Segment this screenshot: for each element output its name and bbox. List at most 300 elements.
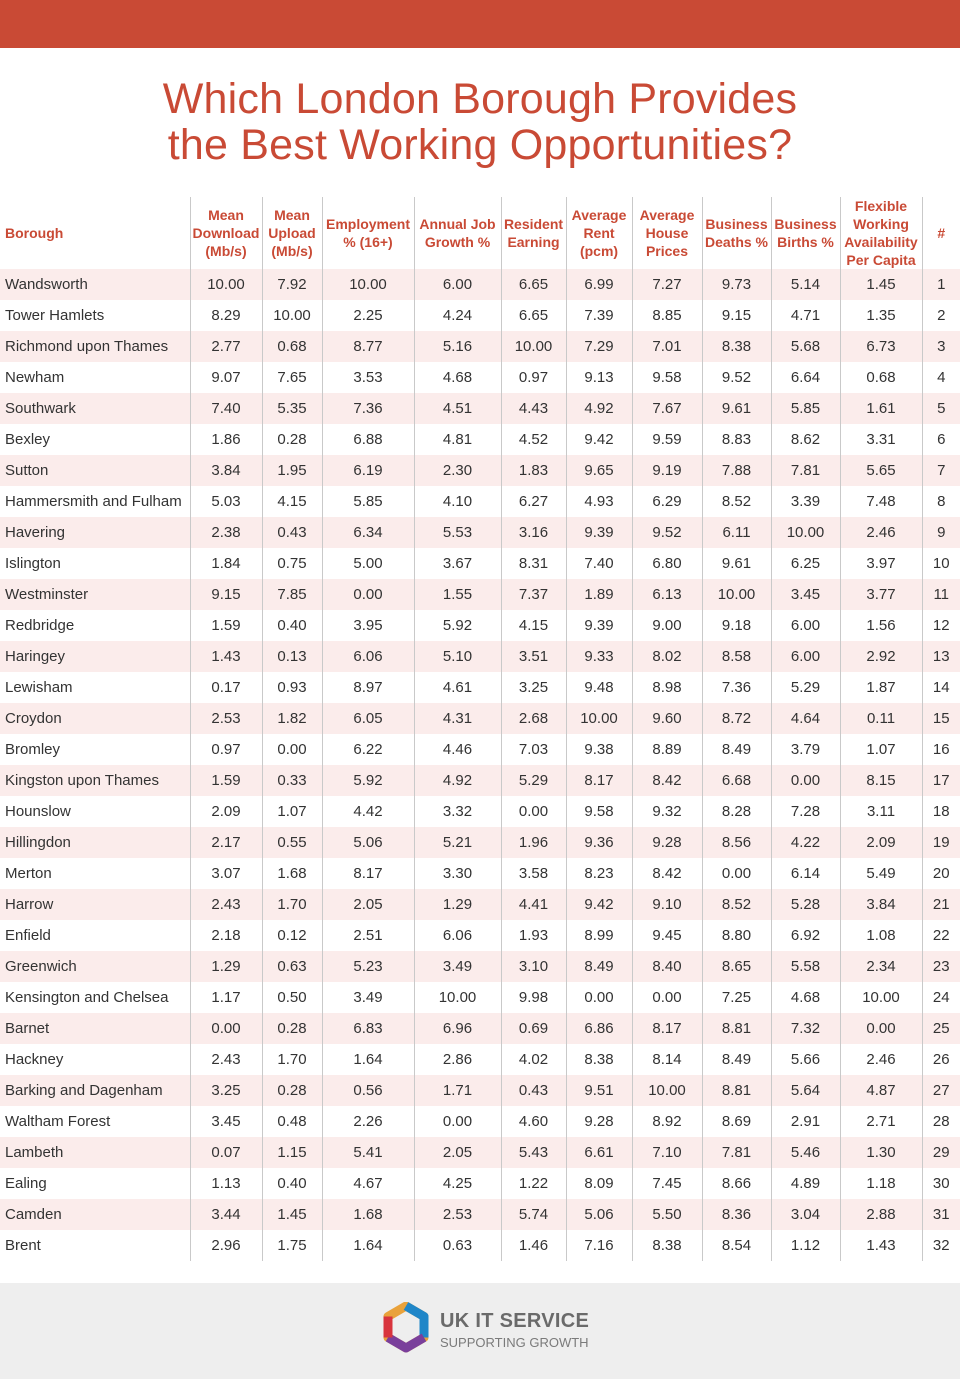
score-cell: 2.09	[840, 827, 922, 858]
score-cell: 9.42	[566, 424, 632, 455]
rank-cell: 29	[922, 1137, 960, 1168]
score-cell: 9.52	[702, 362, 771, 393]
column-header: Average Rent (pcm)	[566, 197, 632, 269]
rank-cell: 31	[922, 1199, 960, 1230]
score-cell: 10.00	[566, 703, 632, 734]
score-cell: 8.15	[840, 765, 922, 796]
score-cell: 0.50	[262, 982, 322, 1013]
score-cell: 0.63	[262, 951, 322, 982]
score-cell: 1.64	[322, 1230, 414, 1261]
score-cell: 5.65	[840, 455, 922, 486]
rank-cell: 10	[922, 548, 960, 579]
score-cell: 8.02	[632, 641, 702, 672]
borough-name-cell: Harrow	[0, 889, 190, 920]
borough-name-cell: Kensington and Chelsea	[5, 989, 169, 1006]
score-cell: 10.00	[771, 517, 840, 548]
score-cell: 0.40	[262, 1168, 322, 1199]
score-cell: 1.59	[190, 765, 262, 796]
score-cell: 5.29	[771, 672, 840, 703]
borough-name-cell: Bexley	[5, 431, 51, 448]
column-header: Business Births %	[771, 197, 840, 269]
score-cell: 0.00	[414, 1106, 501, 1137]
rank-cell: 16	[922, 734, 960, 765]
score-cell: 9.73	[702, 269, 771, 300]
score-cell: 9.33	[566, 641, 632, 672]
column-header: Annual Job Growth %	[414, 197, 501, 269]
score-cell: 6.99	[566, 269, 632, 300]
score-cell: 1.13	[190, 1168, 262, 1199]
score-cell: 0.43	[262, 517, 322, 548]
score-cell: 4.92	[566, 393, 632, 424]
score-cell: 0.00	[702, 858, 771, 889]
score-cell: 3.51	[501, 641, 566, 672]
score-cell: 1.96	[501, 827, 566, 858]
score-cell: 9.60	[632, 703, 702, 734]
score-cell: 2.18	[190, 920, 262, 951]
borough-name-cell: Richmond upon Thames	[0, 331, 190, 362]
score-cell: 1.64	[322, 1044, 414, 1075]
borough-name-cell: Barking and Dagenham	[0, 1075, 190, 1106]
score-cell: 3.45	[190, 1106, 262, 1137]
score-cell: 9.00	[632, 610, 702, 641]
score-cell: 6.65	[501, 300, 566, 331]
score-cell: 4.24	[414, 300, 501, 331]
table-row	[0, 331, 960, 362]
table-row	[0, 1106, 960, 1137]
score-cell: 8.81	[702, 1075, 771, 1106]
score-cell: 0.07	[190, 1137, 262, 1168]
score-cell: 1.18	[840, 1168, 922, 1199]
score-cell: 6.83	[322, 1013, 414, 1044]
score-cell: 1.61	[840, 393, 922, 424]
score-cell: 9.61	[702, 393, 771, 424]
score-cell: 3.95	[322, 610, 414, 641]
table-row	[0, 765, 960, 796]
score-cell: 1.86	[190, 424, 262, 455]
score-cell: 8.17	[566, 765, 632, 796]
score-cell: 3.39	[771, 486, 840, 517]
score-cell: 4.81	[414, 424, 501, 455]
score-cell: 7.37	[501, 579, 566, 610]
column-header: Average House Prices	[632, 197, 702, 269]
table-row	[0, 300, 960, 331]
borough-name-cell: Kingston upon Thames	[0, 765, 190, 796]
score-cell: 6.64	[771, 362, 840, 393]
borough-name-cell: Westminster	[0, 579, 190, 610]
score-cell: 9.15	[190, 579, 262, 610]
score-cell: 2.92	[840, 641, 922, 672]
borough-name-cell: Brent	[5, 1237, 41, 1254]
rank-cell: 27	[922, 1075, 960, 1106]
score-cell: 4.68	[414, 362, 501, 393]
score-cell: 9.45	[632, 920, 702, 951]
score-cell: 1.83	[501, 455, 566, 486]
table-row	[0, 889, 960, 920]
score-cell: 1.15	[262, 1137, 322, 1168]
score-cell: 0.68	[262, 331, 322, 362]
score-cell: 9.52	[632, 517, 702, 548]
score-cell: 3.25	[190, 1075, 262, 1106]
rank-cell: 28	[922, 1106, 960, 1137]
score-cell: 4.42	[322, 796, 414, 827]
score-cell: 0.93	[262, 672, 322, 703]
column-header: Employment % (16+)	[322, 197, 414, 269]
score-cell: 2.43	[190, 1044, 262, 1075]
rank-cell: 24	[922, 982, 960, 1013]
score-cell: 0.00	[566, 982, 632, 1013]
table-row	[0, 672, 960, 703]
score-cell: 0.56	[322, 1075, 414, 1106]
score-cell: 8.28	[702, 796, 771, 827]
score-cell: 4.22	[771, 827, 840, 858]
score-cell: 4.64	[771, 703, 840, 734]
score-cell: 0.33	[262, 765, 322, 796]
score-cell: 6.65	[501, 269, 566, 300]
score-cell: 4.43	[501, 393, 566, 424]
score-cell: 7.45	[632, 1168, 702, 1199]
page-title-line-1: Which London Borough Provides	[162, 75, 798, 123]
table-row	[0, 424, 960, 455]
score-cell: 0.48	[262, 1106, 322, 1137]
score-cell: 0.00	[771, 765, 840, 796]
score-cell: 3.49	[414, 951, 501, 982]
score-cell: 5.10	[414, 641, 501, 672]
score-cell: 3.25	[501, 672, 566, 703]
score-cell: 10.00	[414, 982, 501, 1013]
score-cell: 0.12	[262, 920, 322, 951]
score-cell: 1.08	[840, 920, 922, 951]
score-cell: 9.65	[566, 455, 632, 486]
score-cell: 7.81	[771, 455, 840, 486]
score-cell: 6.19	[322, 455, 414, 486]
score-cell: 1.45	[840, 269, 922, 300]
borough-name-cell: Newham	[5, 369, 65, 386]
score-cell: 6.61	[566, 1137, 632, 1168]
rank-cell: 19	[922, 827, 960, 858]
table-row	[0, 455, 960, 486]
score-cell: 5.46	[771, 1137, 840, 1168]
score-cell: 1.82	[262, 703, 322, 734]
score-cell: 8.65	[702, 951, 771, 982]
score-cell: 7.88	[702, 455, 771, 486]
score-cell: 3.31	[840, 424, 922, 455]
score-cell: 1.68	[262, 858, 322, 889]
score-cell: 2.46	[840, 1044, 922, 1075]
score-cell: 9.42	[566, 889, 632, 920]
score-cell: 4.10	[414, 486, 501, 517]
score-cell: 5.58	[771, 951, 840, 982]
borough-name-cell: Southwark	[0, 393, 190, 424]
score-cell: 6.73	[840, 331, 922, 362]
score-cell: 3.07	[190, 858, 262, 889]
score-cell: 5.49	[840, 858, 922, 889]
column-header: Business Deaths %	[702, 197, 771, 269]
score-cell: 4.87	[840, 1075, 922, 1106]
score-cell: 4.67	[322, 1168, 414, 1199]
score-cell: 7.67	[632, 393, 702, 424]
score-cell: 3.67	[414, 548, 501, 579]
score-cell: 1.87	[840, 672, 922, 703]
score-cell: 5.68	[771, 331, 840, 362]
score-cell: 2.17	[190, 827, 262, 858]
score-cell: 0.00	[632, 982, 702, 1013]
score-cell: 4.93	[566, 486, 632, 517]
borough-name-cell: Redbridge	[5, 617, 75, 634]
score-cell: 5.35	[262, 393, 322, 424]
score-cell: 3.84	[840, 889, 922, 920]
score-cell: 3.79	[771, 734, 840, 765]
score-cell: 5.92	[414, 610, 501, 641]
table-header-row	[0, 197, 960, 269]
score-cell: 9.10	[632, 889, 702, 920]
score-cell: 0.00	[501, 796, 566, 827]
column-header: Mean Upload (Mb/s)	[262, 197, 322, 269]
score-cell: 8.80	[702, 920, 771, 951]
table-row	[0, 393, 960, 424]
score-cell: 6.92	[771, 920, 840, 951]
rank-cell: 30	[922, 1168, 960, 1199]
score-cell: 1.35	[840, 300, 922, 331]
rank-cell: 20	[922, 858, 960, 889]
borough-name-cell: Hammersmith and Fulham	[5, 493, 182, 510]
score-cell: 2.71	[840, 1106, 922, 1137]
borough-name-cell: Lambeth	[0, 1137, 190, 1168]
score-cell: 6.22	[322, 734, 414, 765]
score-cell: 4.51	[414, 393, 501, 424]
score-cell: 2.53	[414, 1199, 501, 1230]
score-cell: 4.46	[414, 734, 501, 765]
score-cell: 4.61	[414, 672, 501, 703]
score-cell: 5.00	[322, 548, 414, 579]
score-cell: 9.15	[702, 300, 771, 331]
table-row	[0, 1199, 960, 1230]
score-cell: 7.85	[262, 579, 322, 610]
borough-name-cell: Merton	[5, 865, 52, 882]
score-cell: 5.92	[322, 765, 414, 796]
score-cell: 1.75	[262, 1230, 322, 1261]
score-cell: 7.28	[771, 796, 840, 827]
page-title-line-2: the Best Working Opportunities?	[167, 121, 793, 169]
score-cell: 10.00	[501, 331, 566, 362]
score-cell: 9.61	[702, 548, 771, 579]
borough-name-cell: Croydon	[0, 703, 190, 734]
borough-name-cell: Waltham Forest	[5, 1113, 111, 1130]
score-cell: 6.00	[771, 641, 840, 672]
rank-cell: 7	[922, 455, 960, 486]
borough-name-cell: Islington	[5, 555, 61, 572]
table-row	[0, 1137, 960, 1168]
score-cell: 6.14	[771, 858, 840, 889]
score-cell: 8.52	[702, 889, 771, 920]
table-row	[0, 827, 960, 858]
score-cell: 1.71	[414, 1075, 501, 1106]
score-cell: 8.56	[702, 827, 771, 858]
rank-cell: 18	[922, 796, 960, 827]
score-cell: 2.91	[771, 1106, 840, 1137]
score-cell: 5.28	[771, 889, 840, 920]
score-cell: 2.68	[501, 703, 566, 734]
score-cell: 9.59	[632, 424, 702, 455]
score-cell: 8.49	[566, 951, 632, 982]
score-cell: 5.50	[632, 1199, 702, 1230]
score-cell: 4.15	[262, 486, 322, 517]
rank-cell: 22	[922, 920, 960, 951]
score-cell: 6.11	[702, 517, 771, 548]
score-cell: 2.88	[840, 1199, 922, 1230]
score-cell: 3.10	[501, 951, 566, 982]
borough-name-cell: Havering	[0, 517, 190, 548]
score-cell: 2.96	[190, 1230, 262, 1261]
table-row	[0, 548, 960, 579]
score-cell: 8.97	[322, 672, 414, 703]
rank-cell: 5	[922, 393, 960, 424]
score-cell: 7.16	[566, 1230, 632, 1261]
score-cell: 8.52	[702, 486, 771, 517]
score-cell: 0.97	[501, 362, 566, 393]
rank-cell: 17	[922, 765, 960, 796]
score-cell: 4.31	[414, 703, 501, 734]
score-cell: 7.48	[840, 486, 922, 517]
score-cell: 9.39	[566, 610, 632, 641]
score-cell: 2.05	[322, 889, 414, 920]
rank-cell: 2	[922, 300, 960, 331]
rank-cell: 1	[922, 269, 960, 300]
table-row	[0, 610, 960, 641]
score-cell: 5.66	[771, 1044, 840, 1075]
score-cell: 6.68	[702, 765, 771, 796]
score-cell: 1.30	[840, 1137, 922, 1168]
score-cell: 1.07	[840, 734, 922, 765]
rank-cell: 12	[922, 610, 960, 641]
score-cell: 0.40	[262, 610, 322, 641]
score-cell: 8.17	[322, 858, 414, 889]
score-cell: 5.03	[190, 486, 262, 517]
score-cell: 9.38	[566, 734, 632, 765]
rank-cell: 26	[922, 1044, 960, 1075]
table-row	[0, 982, 960, 1013]
score-cell: 7.36	[702, 672, 771, 703]
table-row	[0, 734, 960, 765]
rank-cell: 14	[922, 672, 960, 703]
table-row	[0, 858, 960, 889]
score-cell: 5.85	[322, 486, 414, 517]
score-cell: 7.92	[262, 269, 322, 300]
score-cell: 6.06	[414, 920, 501, 951]
score-cell: 2.77	[190, 331, 262, 362]
score-cell: 8.14	[632, 1044, 702, 1075]
score-cell: 10.00	[190, 269, 262, 300]
score-cell: 8.69	[702, 1106, 771, 1137]
rank-cell: 6	[922, 424, 960, 455]
table-row	[0, 579, 960, 610]
score-cell: 1.70	[262, 889, 322, 920]
table-row	[0, 1075, 960, 1106]
score-cell: 4.92	[414, 765, 501, 796]
score-cell: 7.36	[322, 393, 414, 424]
score-cell: 0.28	[262, 424, 322, 455]
score-cell: 1.12	[771, 1230, 840, 1261]
table-row	[0, 486, 960, 517]
borough-name-cell: Camden	[0, 1199, 190, 1230]
rank-cell: 3	[922, 331, 960, 362]
score-cell: 2.34	[840, 951, 922, 982]
score-cell: 3.84	[190, 455, 262, 486]
score-cell: 5.64	[771, 1075, 840, 1106]
score-cell: 3.45	[771, 579, 840, 610]
score-cell: 1.22	[501, 1168, 566, 1199]
score-cell: 5.06	[322, 827, 414, 858]
score-cell: 6.86	[566, 1013, 632, 1044]
score-cell: 5.14	[771, 269, 840, 300]
score-cell: 0.13	[262, 641, 322, 672]
score-cell: 7.39	[566, 300, 632, 331]
score-cell: 2.05	[414, 1137, 501, 1168]
score-cell: 8.98	[632, 672, 702, 703]
score-cell: 0.68	[840, 362, 922, 393]
score-cell: 4.52	[501, 424, 566, 455]
score-cell: 10.00	[262, 300, 322, 331]
page-title	[0, 76, 960, 168]
score-cell: 7.29	[566, 331, 632, 362]
score-cell: 1.43	[840, 1230, 922, 1261]
score-cell: 1.17	[190, 982, 262, 1013]
borough-table	[0, 197, 960, 1261]
score-cell: 2.38	[190, 517, 262, 548]
score-cell: 7.81	[702, 1137, 771, 1168]
score-cell: 9.07	[190, 362, 262, 393]
score-cell: 8.58	[702, 641, 771, 672]
score-cell: 9.58	[566, 796, 632, 827]
table-row	[0, 951, 960, 982]
score-cell: 3.49	[322, 982, 414, 1013]
score-cell: 6.25	[771, 548, 840, 579]
score-cell: 5.43	[501, 1137, 566, 1168]
score-cell: 1.55	[414, 579, 501, 610]
score-cell: 8.66	[702, 1168, 771, 1199]
score-cell: 9.51	[566, 1075, 632, 1106]
score-cell: 8.09	[566, 1168, 632, 1199]
rank-cell: 9	[922, 517, 960, 548]
score-cell: 7.25	[702, 982, 771, 1013]
score-cell: 3.32	[414, 796, 501, 827]
logo-tagline: SUPPORTING GROWTH	[440, 1335, 589, 1350]
score-cell: 8.54	[702, 1230, 771, 1261]
score-cell: 5.23	[322, 951, 414, 982]
rank-cell: 13	[922, 641, 960, 672]
score-cell: 1.95	[262, 455, 322, 486]
table-row	[0, 641, 960, 672]
rank-cell: 8	[922, 486, 960, 517]
score-cell: 6.05	[322, 703, 414, 734]
score-cell: 3.16	[501, 517, 566, 548]
score-cell: 0.28	[262, 1075, 322, 1106]
borough-name-cell: Sutton	[0, 455, 190, 486]
logo-name: UK IT SERVICE	[440, 1310, 590, 1332]
table-body	[0, 269, 960, 1261]
score-cell: 1.29	[414, 889, 501, 920]
score-cell: 7.10	[632, 1137, 702, 1168]
score-cell: 6.13	[632, 579, 702, 610]
score-cell: 1.29	[190, 951, 262, 982]
score-cell: 1.59	[190, 610, 262, 641]
score-cell: 6.96	[414, 1013, 501, 1044]
score-cell: 5.41	[322, 1137, 414, 1168]
score-cell: 9.28	[632, 827, 702, 858]
score-cell: 8.38	[702, 331, 771, 362]
score-cell: 8.23	[566, 858, 632, 889]
score-cell: 0.28	[262, 1013, 322, 1044]
score-cell: 1.68	[322, 1199, 414, 1230]
